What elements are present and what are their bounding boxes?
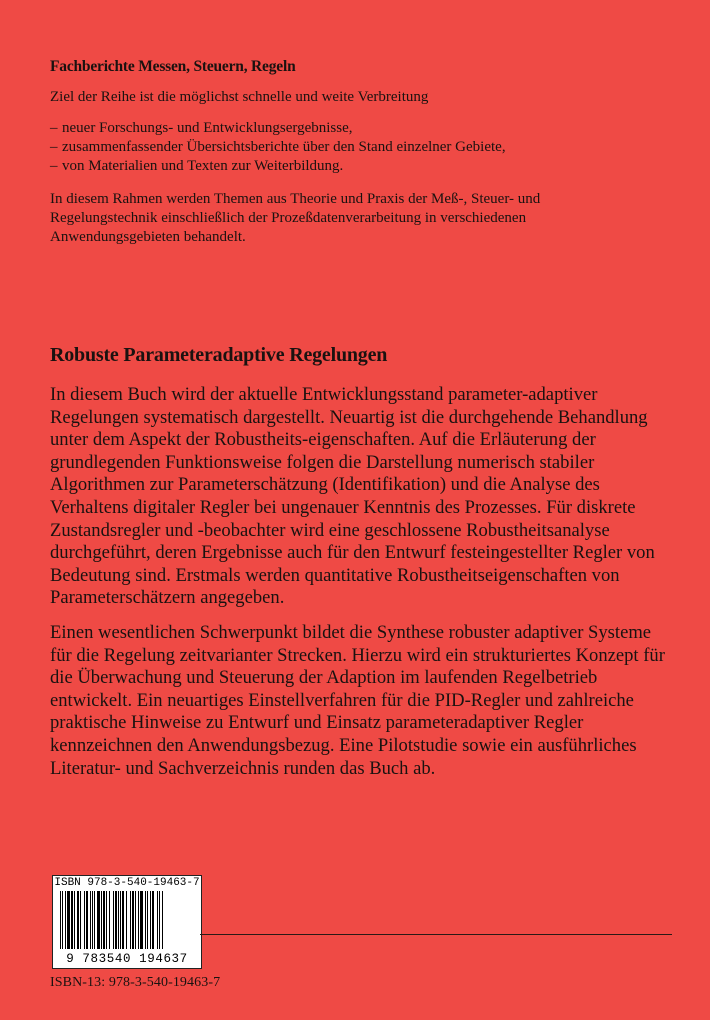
- series-description: [50, 58, 650, 247]
- divider-line: [200, 934, 672, 935]
- list-item-text: neuer Forschungs- und Entwicklungsergebnisse,: [62, 120, 353, 136]
- list-dash: –: [50, 158, 58, 174]
- series-goals-list: [50, 119, 650, 176]
- series-intro: Ziel der Reihe ist die möglichst schnelle und weite Verbreitung: [50, 89, 429, 105]
- book-description: [50, 344, 665, 792]
- list-item: [50, 138, 650, 157]
- list-dash: –: [50, 120, 58, 136]
- series-scope: In diesem Rahmen werden Themen aus Theorie und Praxis der Meß-, Steuer- und Regelungstechnik einschließlich der Prozeßdatenverarbeitung in verschiedenen Anwendungsgebieten behandelt.: [50, 191, 541, 245]
- barcode-isbn-label: ISBN 978-3-540-19463-7: [54, 877, 200, 889]
- series-title: Fachberichte Messen, Steuern, Regeln: [50, 58, 296, 75]
- book-paragraph: Einen wesentlichen Schwerpunkt bildet die Synthese robuster adaptiver Systeme für die Regelung zeitvarianter Strecken. Hierzu wird ein strukturiertes Konzept für die Überwachung und Steuerung der Adaption im laufenden Regelbetrieb entwickelt. Ein neuartiges Einstellverfahren für die PID-Regler und zahlreiche praktische Hinweise zu Entwurf und Einsatz parameteradaptiver Regler kennzeichnen den Anwendungsbezug. Eine Pilotstudie sowie ein ausführliches Literatur- und Sachverzeichnis runden das Buch ab.: [50, 621, 665, 779]
- barcode-digits: 9 783540 194637: [66, 952, 188, 966]
- list-item: [50, 157, 650, 176]
- list-dash: –: [50, 139, 58, 155]
- book-paragraph: In diesem Buch wird der aktuelle Entwicklungsstand parameter-adaptiver Regelungen systematisch dargestellt. Neuartig ist die durchgehende Behandlung unter dem Aspekt der Robustheits-eigenschaften. Auf die Erläuterung der grundlegenden Funktionsweise folgen die Darstellung numerisch stabiler Algorithmen zur Parameterschätzung (Identifikation) und die Analyse des Verhaltens digitaler Regler bei ungenauer Kenntnis des Prozesses. Für diskrete Zustandsregler und -beobachter wird eine geschlossene Robustheitsanalyse durchgeführt, deren Ergebnisse auch für den Entwurf festeingestellter Regler von Bedeutung sind. Erstmals werden quantitative Robustheitseigenschaften von Parameterschätzern angegeben.: [50, 384, 655, 609]
- book-title: Robuste Parameteradaptive Regelungen: [50, 344, 388, 366]
- barcode-bars: [57, 891, 197, 951]
- list-item-text: zusammenfassender Übersichtsberichte über den Stand einzelner Gebiete,: [62, 139, 506, 155]
- list-item-text: von Materialien und Texten zur Weiterbildung.: [62, 158, 344, 174]
- isbn-13: ISBN-13: 978-3-540-19463-7: [50, 975, 221, 990]
- barcode: [52, 875, 202, 969]
- list-item: [50, 119, 650, 138]
